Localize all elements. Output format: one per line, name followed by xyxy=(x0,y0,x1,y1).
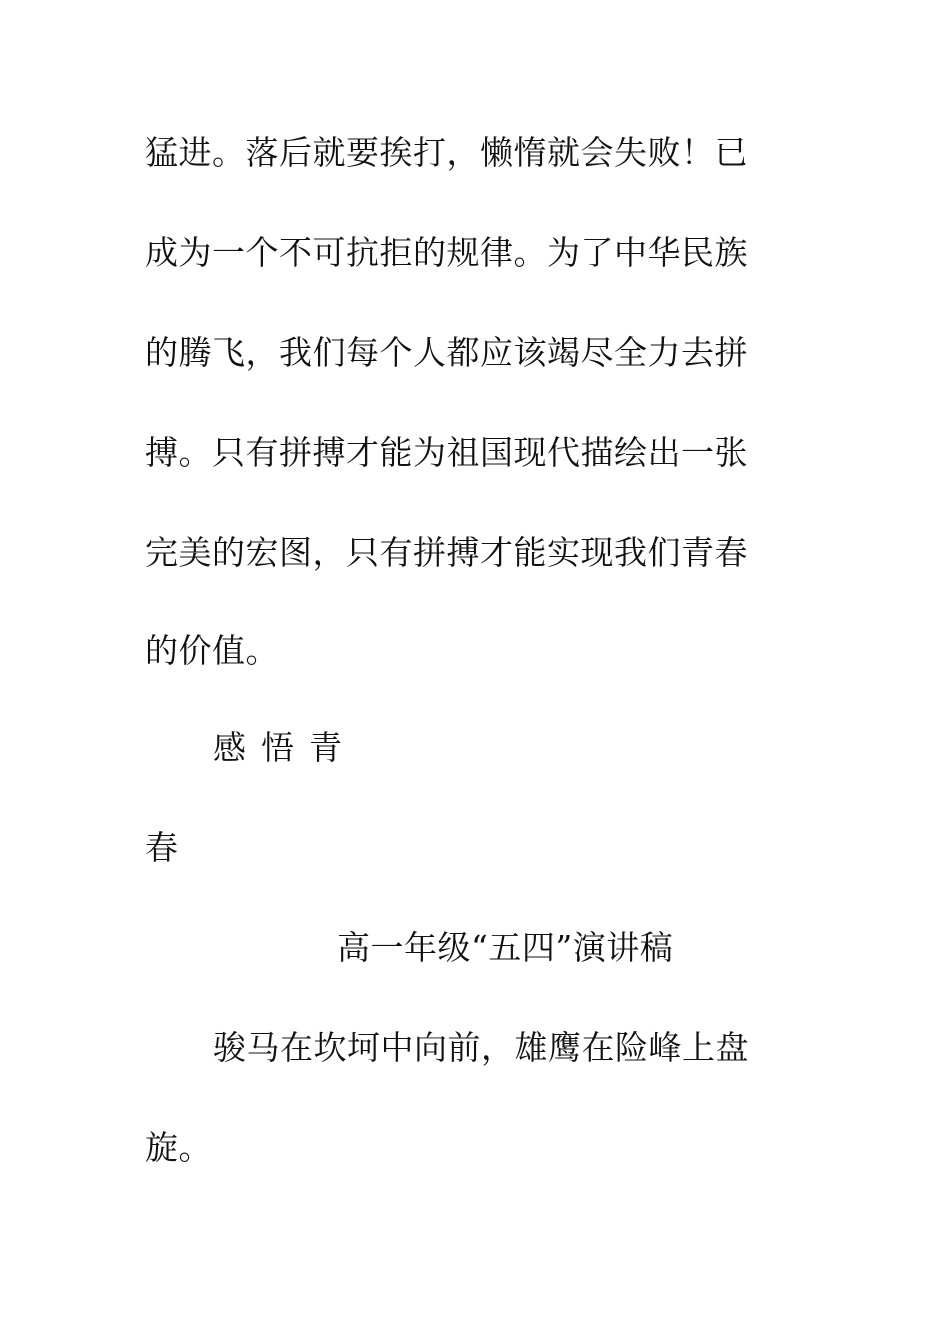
paragraph-line: 完美的宏图，只有拼搏才能实现我们青春 xyxy=(145,533,748,572)
section-heading-continued: 春 xyxy=(145,828,179,867)
paragraph-line: 的腾飞，我们每个人都应该竭尽全力去拼 xyxy=(145,333,748,372)
paragraph-line: 的价值。 xyxy=(145,631,279,670)
paragraph-line: 旋。 xyxy=(145,1128,212,1167)
paragraph-line: 猛进。落后就要挨打，懒惰就会失败！已 xyxy=(145,133,748,172)
paragraph-line: 搏。只有拼搏才能为祖国现代描绘出一张 xyxy=(145,433,748,472)
section-heading: 感悟青 xyxy=(213,728,357,767)
paragraph-line: 成为一个不可抗拒的规律。为了中华民族 xyxy=(145,233,748,272)
speech-subtitle: 高一年级“五四”演讲稿 xyxy=(337,928,674,967)
paragraph-line: 骏马在坎坷中向前，雄鹰在险峰上盘 xyxy=(213,1028,749,1067)
